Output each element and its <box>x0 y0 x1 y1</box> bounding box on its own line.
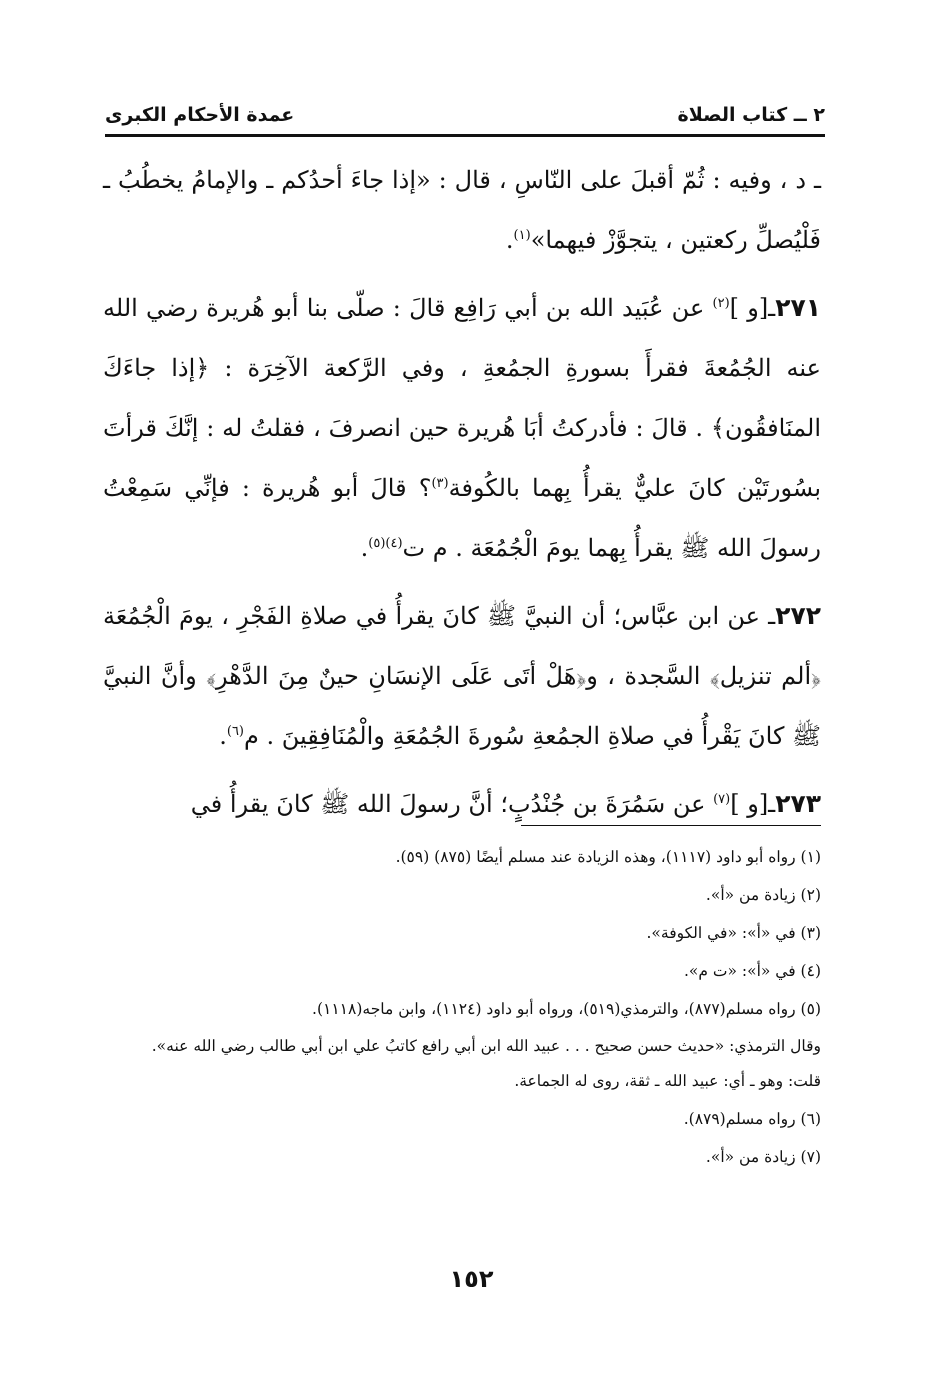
footnote-6: (٦) رواه مسلم(٨٧٩). <box>683 1110 821 1128</box>
footnote-ref: (١) <box>513 228 531 243</box>
page-number: ١٥٢ <box>449 1265 494 1293</box>
footnote-1: (١) رواه أبو داود (١١١٧)، وهذه الزيادة عند مسلم أيضًا (٨٧٥) (٥٩). <box>395 848 821 866</box>
footnote-5-note: قلت: وهو ـ أي: عبيد الله ـ ثقة، روى له الجماعة. <box>514 1072 821 1090</box>
paragraph-continuation <box>103 150 821 270</box>
footnote-5-comment: وقال الترمذي: «حديث حسن صحيح . . . عبيد الله ابن أبي رافع كاتبُ علي ابن أبي طالب رضي الله عنه». <box>151 1037 821 1055</box>
footnote-ref: (٣) <box>431 476 449 491</box>
book-title: عمدة الأحكام الكبرى <box>105 104 295 126</box>
paragraph-text: ـ د ، وفيه : ثُمّ أقبلَ على النّاسِ ، قال : «إذا جاءَ أحدُكم ـ والإمامُ يخطُبُ ـ فَلْيُصلِّ ركعتين ، يتجوَّزْ فيهما» <box>103 166 821 254</box>
chapter-title: ٢ ــ كتاب الصلاة <box>677 104 825 126</box>
hadith-text: ؟ قالَ أبو هُريرة : فإنِّي سَمِعْتُ رسولَ الله ﷺ يقرأُ بِهما يومَ الْجُمُعَة . م ت <box>103 474 821 562</box>
hadith-text: عن عُبَيد الله بن أبي رَافِع قالَ : صلّى بنا أبو هُريرة رضي الله عنه الجُمُعةَ فقرأَ بسورةِ الجمُعةِ ، وفي الرَّكعة الآخِرَة : ﴿إذا جاءَكَ المنَافقُون﴾ . قالَ : فأدركتُ أبَا هُريرة حين انصرفَ ، فقلتُ له : إنَّكَ قرأتَ بسُورتَيْن كانَ عليٌّ يقرأُ بِهما بالكُوفة <box>103 294 821 502</box>
hadith-text: عن سَمُرَةَ بن جُنْدُبٍ؛ أنَّ رسولَ الله ﷺ كانَ يقرأُ في <box>190 790 706 818</box>
hadith-marker: ـ[و ] <box>730 790 776 818</box>
footnote-5: (٥) رواه مسلم(٨٧٧)، والترمذي(٥١٩)، ورواه أبو داود (١١٢٤)، وابن ماجه(١١١٨). <box>312 1000 821 1018</box>
footnote-ref: (٧) <box>713 792 731 807</box>
main-text <box>103 150 821 842</box>
hadith-marker: ـ[و ] <box>729 294 776 322</box>
hadith-272 <box>103 586 821 766</box>
footnote-ref: (٤)(٥) <box>368 536 403 551</box>
footnotes <box>103 838 821 1176</box>
footnote-divider <box>521 825 821 826</box>
footnote-4: (٤) في «أ»: «ت م». <box>683 962 821 980</box>
footnote-ref: (٦) <box>226 724 244 739</box>
hadith-text: ـ عن ابن عبَّاس؛ أن النبيَّ ﷺ كانَ يقرأُ في صلاةِ الفَجْرِ ، يومَ الْجُمُعَة ﴿ألم تنزيل﴾ السَّجدة ، و﴿هَلْ أتَى عَلَى الإنسَانِ حينٌ مِنَ الدَّهْرِ﴾ وأنَّ النبيَّ ﷺ كانَ يَقْرأُ في صلاةِ الجمُعةِ سُورةَ الجُمُعَةِ والْمُنَافِقِينَ . م <box>103 602 821 750</box>
hadith-number: ٢٧٢ <box>775 601 821 630</box>
hadith-number: ٢٧١ <box>775 293 821 322</box>
paragraph-end: . <box>360 534 369 562</box>
footnote-ref: (٢) <box>712 296 730 311</box>
running-header <box>105 98 825 132</box>
hadith-number: ٢٧٣ <box>775 789 821 818</box>
paragraph-end: . <box>219 722 227 750</box>
hadith-271 <box>103 278 821 578</box>
footnote-2: (٢) زيادة من «أ». <box>705 886 821 904</box>
footnote-3: (٣) في «أ»: «في الكوفة». <box>646 924 821 942</box>
paragraph-end: . <box>505 226 514 254</box>
header-divider <box>105 134 825 137</box>
footnote-7: (٧) زيادة من «أ». <box>705 1148 821 1166</box>
